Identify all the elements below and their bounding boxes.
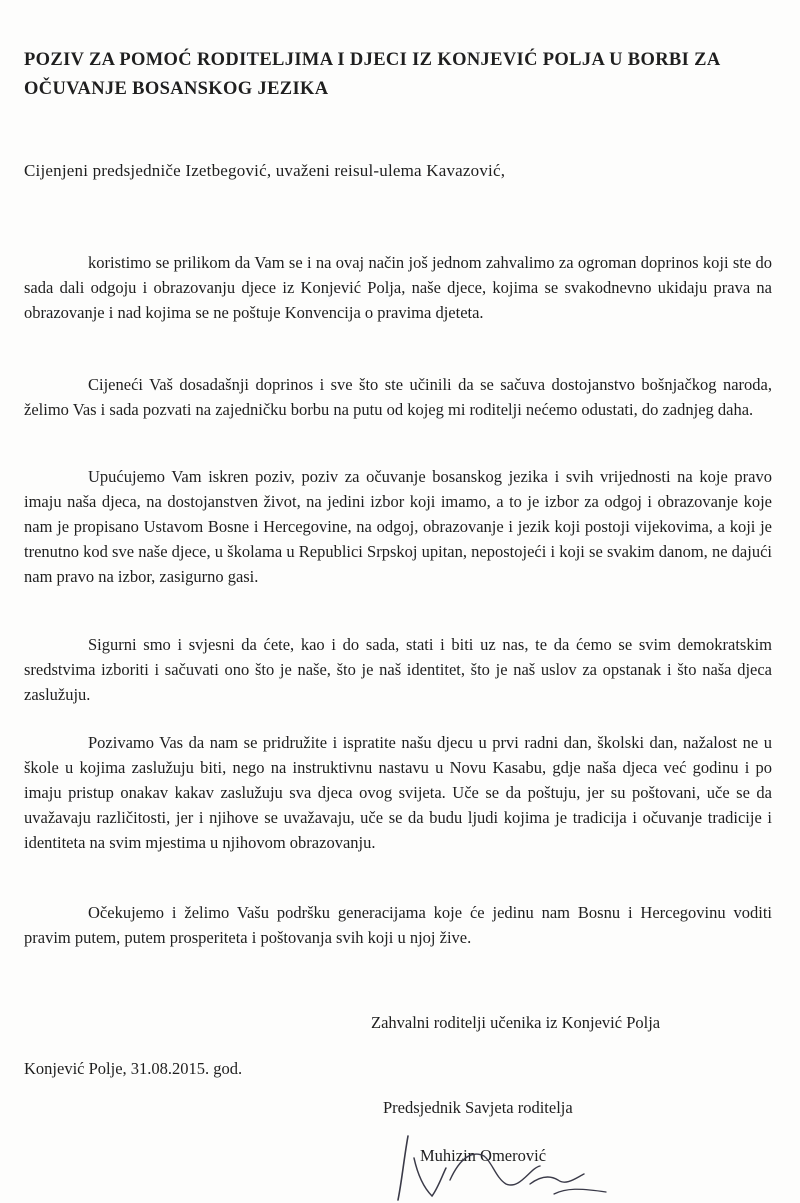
paragraph-3: Upućujemo Vam iskren poziv, poziv za očuvanje bosanskog jezika i svih vrijednosti na koje pravo imaju naša djeca, na dostojanstven život, na jedini izbor koji imamo, a to je izbor za odgoj i obrazovanje koje nam je propisano Ustavom Bosne i Hercegovine, na odgoj, obrazovanje i jezik koji postoji vijekovima, a koji je trenutno kod sve naše djece, u školama u Republici Srpskoj upitan, nepostojeći i koji se svakim danom, ne dajući nam pravo na izbor, zasigurno gasi. bbox=[24, 467, 772, 586]
paragraph-1: koristimo se prilikom da Vam se i na ovaj način još jednom zahvalimo za ogroman doprinos koji ste do sada dali odgoju i obrazovanju djece iz Konjević Polja, naše djece, kojima se svakodnevno ukidaju prava na obrazovanje i nad kojima se ne poštuje Konvencija o pravima djeteta. bbox=[24, 253, 772, 322]
handwritten-signature bbox=[380, 1128, 610, 1203]
paragraph-2: Cijeneći Vaš dosadašnji doprinos i sve što ste učinili da se sačuva dostojanstvo bošnjačkog naroda, želimo Vas i sada pozvati na zajedničku borbu na putu od kojeg mi roditelji nećemo odustati, do zadnjeg daha. bbox=[24, 375, 772, 419]
paragraph-5: Pozivamo Vas da nam se pridružite i ispratite našu djecu u prvi radni dan, školski dan, nažalost ne u škole u kojima zaslužuju biti, nego na instruktivnu nastavu u Novu Kasabu, gdje naša djeca već godinu i po imaju pristup onakav kakav zaslužuju sva djeca ovog svijeta. Uče se da poštuju, jer su poštovani, uče se da uvažavaju različitosti, jer i njihove se uvažavaju, uče se da budu ljudi kojima je tradicija i očuvanje tradicije i identiteta na svim mjestima u njihovom obrazovanju. bbox=[24, 733, 772, 852]
signer-title: Predsjednik Savjeta roditelja bbox=[383, 1098, 573, 1117]
paragraph-4: Sigurni smo i svjesni da ćete, kao i do sada, stati i biti uz nas, te da ćemo se svim demokratskim sredstvima izboriti i sačuvati ono što je naše, što je naš identitet, što je naš uslov za opstanak i što naša djeca zaslužuju. bbox=[24, 635, 772, 704]
closing-line: Zahvalni roditelji učenika iz Konjević Polja bbox=[371, 1013, 661, 1032]
signer-name: Muhizin Omerović bbox=[420, 1146, 547, 1165]
letter-title: POZIV ZA POMOĆ RODITELJIMA I DJECI IZ KONJEVIĆ POLJA U BORBI ZA OČUVANJE BOSANSKOG JEZIKA bbox=[24, 50, 720, 99]
paragraph-6: Očekujemo i želimo Vašu podršku generacijama koje će jedinu nam Bosnu i Hercegovinu voditi pravim putem, putem prosperiteta i poštovanja svih koji u njoj žive. bbox=[24, 903, 772, 947]
salutation: Cijenjeni predsjedniče Izetbegović, uvaženi reisul-ulema Kavazović, bbox=[24, 161, 506, 180]
place-and-date: Konjević Polje, 31.08.2015. god. bbox=[24, 1059, 243, 1078]
